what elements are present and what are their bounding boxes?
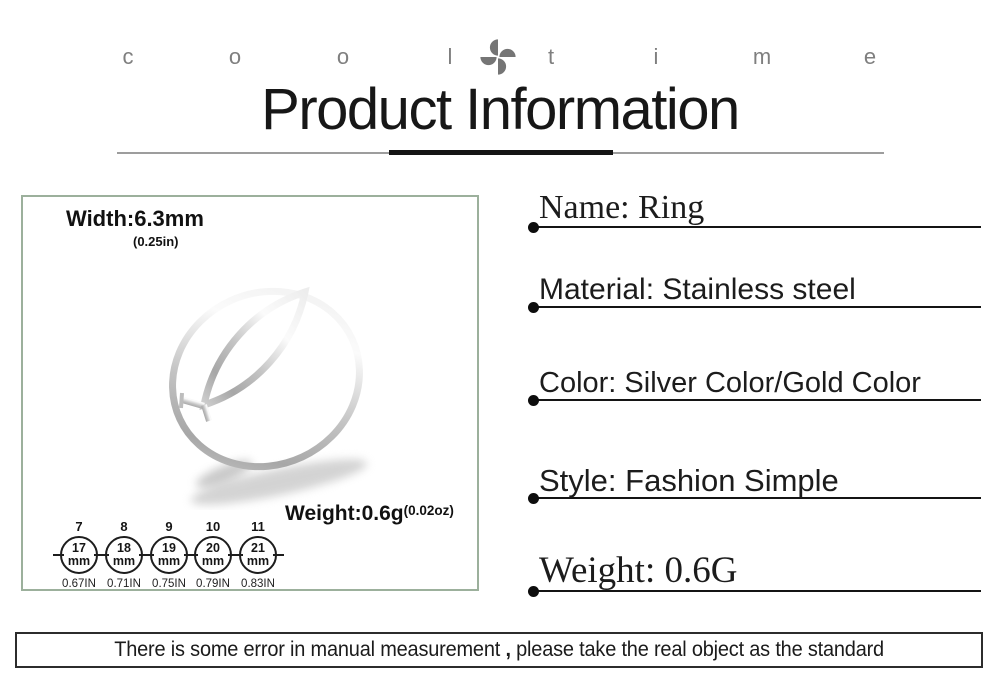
size-item	[189, 519, 237, 590]
size-inch-label: 0.67IN	[62, 578, 96, 590]
size-unit-label: mm	[112, 554, 136, 568]
size-inch-label: 0.79IN	[196, 578, 230, 590]
size-us-label: 8	[120, 519, 128, 534]
size-circle	[194, 536, 232, 574]
size-us-label: 11	[251, 519, 265, 534]
size-mm-value: 18	[117, 541, 131, 555]
spec-text: Weight: 0.6G	[539, 550, 738, 591]
brand-letter: o	[336, 44, 350, 69]
size-circle	[239, 536, 277, 574]
size-item	[234, 519, 282, 590]
spec-text: Name: Ring	[539, 189, 705, 226]
size-item	[55, 519, 103, 590]
brand-letter: i	[653, 44, 659, 69]
brand-letter: e	[863, 44, 877, 69]
brand-letter: o	[228, 44, 242, 69]
spec-text: Style: Fashion Simple	[539, 463, 839, 498]
size-circle	[60, 536, 98, 574]
spec-row-color	[531, 362, 981, 401]
page-title: Product Information	[261, 77, 739, 142]
size-mm-value: 21	[251, 541, 265, 555]
size-inch-label: 0.75IN	[152, 578, 186, 590]
spec-row-weight	[531, 550, 981, 592]
spec-text: Material: Stainless steel	[539, 273, 856, 306]
pinwheel-icon	[478, 37, 518, 77]
size-us-label: 9	[165, 519, 173, 534]
disclaimer-text: There is some error in manual measurement , please take the real object as the standard	[114, 638, 884, 661]
weight-sub-label: (0.02oz)	[403, 503, 454, 518]
ring-image	[152, 260, 392, 510]
spec-row-material	[531, 270, 981, 308]
brand-letter: m	[752, 44, 772, 69]
size-mm-value: 17	[72, 541, 86, 555]
size-circle	[150, 536, 188, 574]
size-item	[100, 519, 148, 590]
spec-text: Color: Silver Color/Gold Color	[539, 367, 921, 399]
size-unit-label: mm	[67, 554, 91, 568]
brand-letter: t	[547, 44, 555, 69]
brand-letter: c	[122, 44, 134, 69]
size-circle	[105, 536, 143, 574]
size-unit-label: mm	[157, 554, 181, 568]
disclaimer-comma: ,	[499, 638, 517, 661]
size-unit-label: mm	[201, 554, 225, 568]
width-sub-label: (0.25in)	[133, 234, 179, 249]
size-inch-label: 0.71IN	[107, 578, 141, 590]
size-us-label: 7	[75, 519, 83, 534]
size-item	[145, 519, 193, 590]
spec-row-name	[531, 190, 981, 228]
size-us-label: 10	[205, 519, 221, 534]
spec-row-style	[531, 460, 981, 499]
size-mm-value: 20	[206, 541, 220, 555]
width-label: Width:6.3mm	[66, 206, 204, 231]
title-accent-bar	[389, 150, 613, 155]
weight-label: Weight:0.6g	[285, 502, 404, 525]
size-mm-value: 19	[162, 541, 176, 555]
size-unit-label: mm	[246, 554, 270, 568]
product-image-panel	[21, 195, 479, 591]
size-inch-label: 0.83IN	[241, 578, 275, 590]
brand-letter: l	[447, 44, 453, 69]
weight-label-group	[285, 502, 454, 526]
disclaimer-box	[15, 632, 983, 668]
